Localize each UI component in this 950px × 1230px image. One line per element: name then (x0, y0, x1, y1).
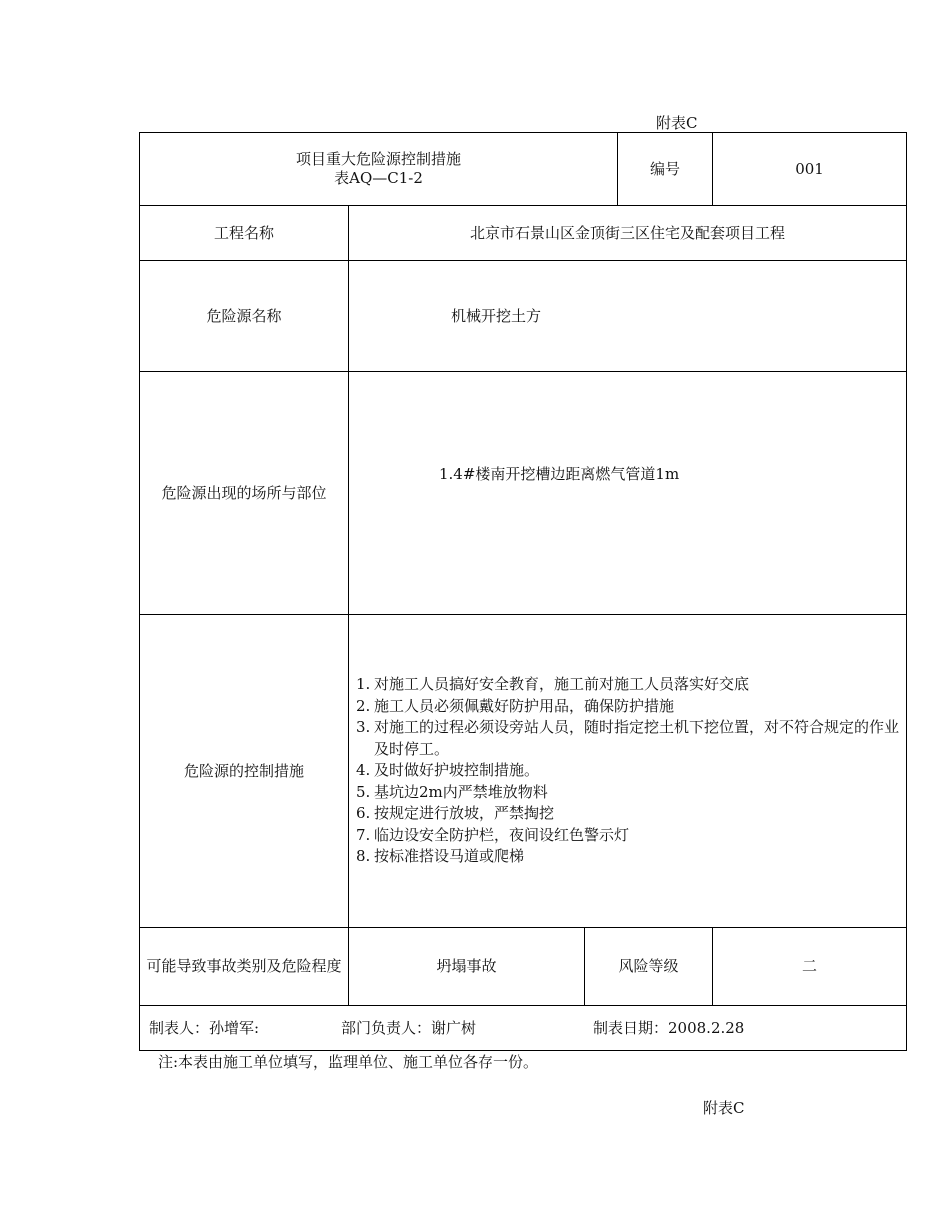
control-measure-item: 2. 施工人员必须佩戴好防护用品，确保防护措施 (356, 696, 675, 715)
hazard-name-value: 机械开挖土方 (349, 261, 907, 372)
prepared-date: 制表日期：2008.2.28 (593, 1018, 745, 1037)
hazard-location-value: 1.4#楼南开挖槽边距离燃气管道1m (349, 372, 907, 615)
form-title (140, 133, 618, 206)
number-label: 编号 (618, 133, 713, 206)
prepared-by: 制表人：孙增军: (149, 1018, 260, 1037)
attachment-label-top: 附表C (656, 114, 698, 132)
control-measure-item: 7. 临边设安全防护栏，夜间设红色警示灯 (356, 825, 630, 844)
hazard-location-label: 危险源出现的场所与部位 (140, 372, 349, 615)
number-value: 001 (713, 133, 907, 206)
form-title-line1: 项目重大危险源控制措施 (296, 150, 462, 168)
accident-type-value: 坍塌事故 (349, 928, 585, 1006)
hazard-name-label: 危险源名称 (140, 261, 349, 372)
accident-type-label: 可能导致事故类别及危险程度 (140, 928, 349, 1006)
hazard-location-row (140, 372, 907, 615)
hazard-control-form (139, 132, 907, 1051)
control-measure-item: 1. 对施工人员搞好安全教育，施工前对施工人员落实好交底 (356, 675, 750, 694)
control-measure-item: 4. 及时做好护坡控制措施。 (356, 761, 540, 780)
form-note: 注:本表由施工单位填写，监理单位、施工单位各存一份。 (158, 1053, 539, 1071)
control-measure-item: 3. 对施工的过程必须设旁站人员，随时指定挖土机下挖位置，对不符合规定的作业及时停工。 (356, 718, 900, 758)
risk-level-value: 二 (713, 928, 907, 1006)
control-measures-label: 危险源的控制措施 (140, 615, 349, 928)
form-title-line2: 表AQ—C1-2 (334, 169, 423, 187)
signature-row (140, 1006, 907, 1051)
control-measure-item: 6. 按规定进行放坡，严禁掏挖 (356, 804, 555, 823)
control-measures-cell (349, 615, 907, 928)
attachment-label-bottom: 附表C (703, 1099, 745, 1117)
control-measures-list (356, 674, 900, 868)
title-row (140, 133, 907, 206)
signature-cell (140, 1006, 907, 1051)
hazard-name-row (140, 261, 907, 372)
accident-row (140, 928, 907, 1006)
department-head: 部门负责人：谢广树 (341, 1018, 477, 1037)
project-name-row (140, 206, 907, 261)
risk-level-label: 风险等级 (585, 928, 713, 1006)
control-measure-item: 5. 基坑边2m内严禁堆放物料 (356, 782, 548, 801)
project-name-value: 北京市石景山区金顶街三区住宅及配套项目工程 (349, 206, 907, 261)
control-measures-row (140, 615, 907, 928)
control-measure-item: 8. 按标准搭设马道或爬梯 (356, 847, 525, 866)
project-name-label: 工程名称 (140, 206, 349, 261)
